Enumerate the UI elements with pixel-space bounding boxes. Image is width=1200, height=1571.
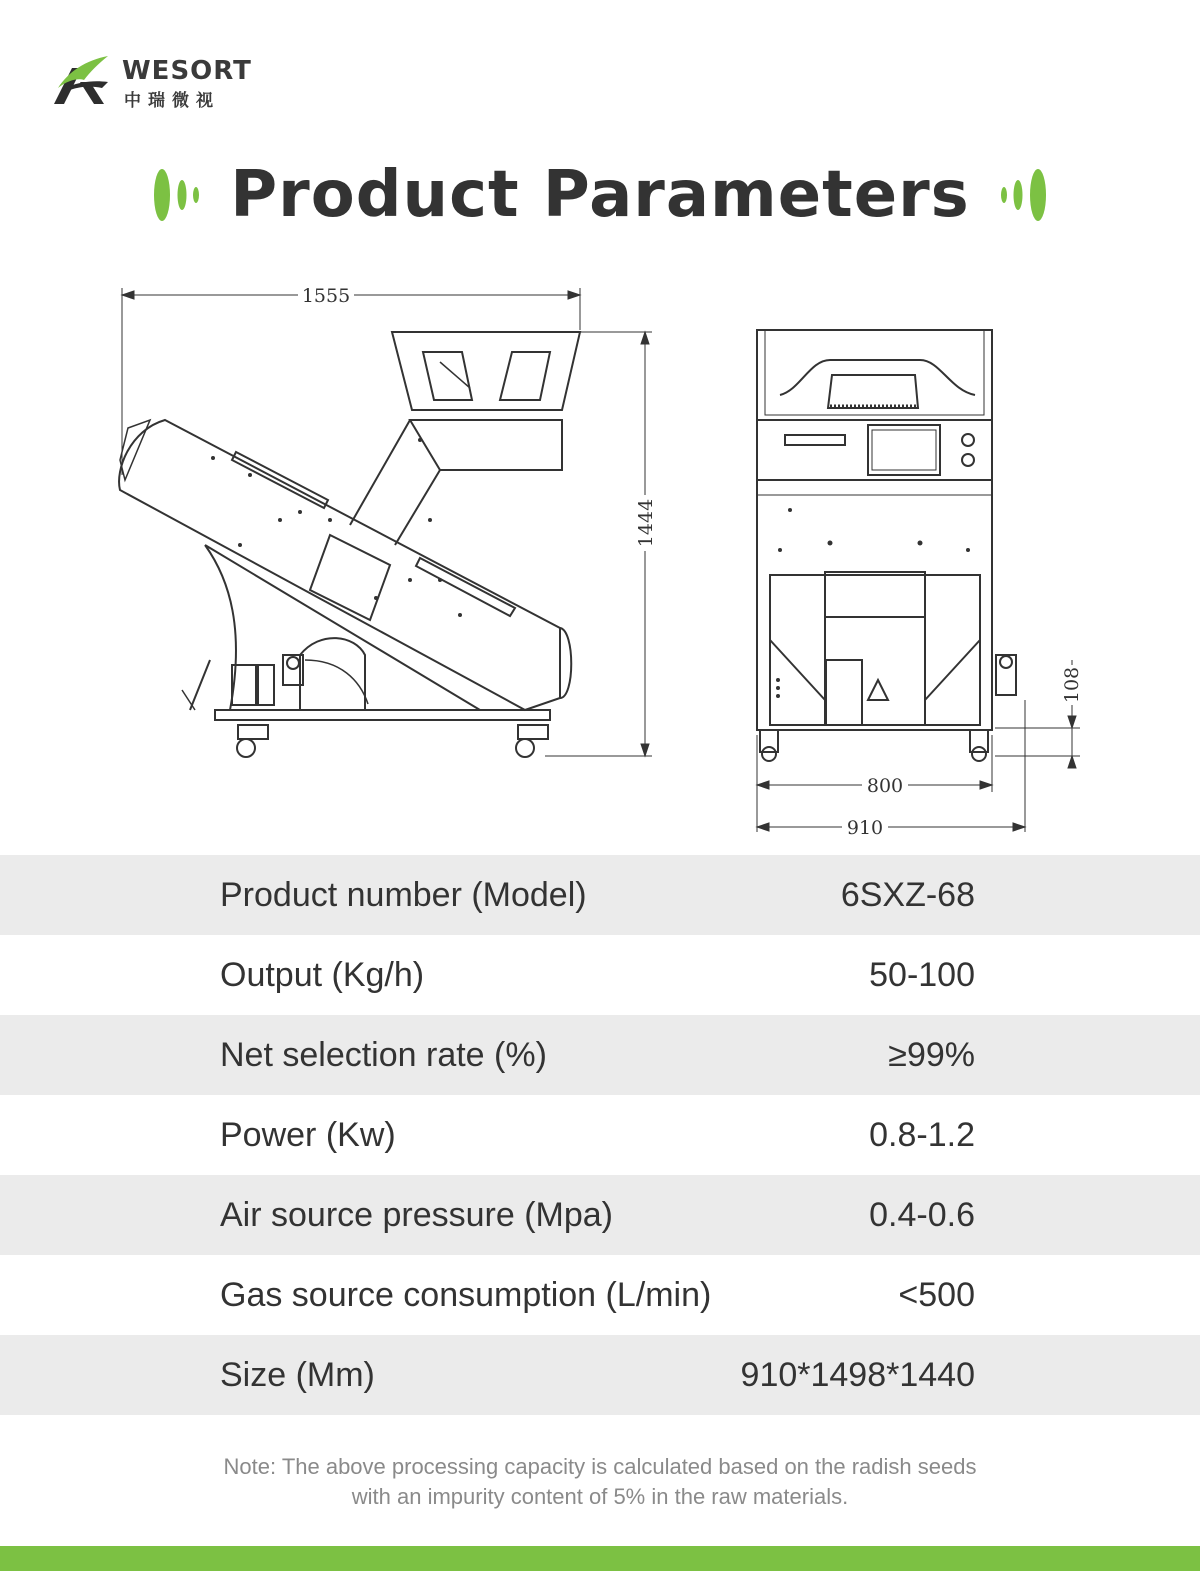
front-view-drawing xyxy=(757,330,1080,832)
spec-row-air-pressure xyxy=(0,1175,1200,1255)
spec-value: 910*1498*1440 xyxy=(740,1356,975,1394)
brand-name: WESORT xyxy=(122,56,252,86)
spec-value: 0.8-1.2 xyxy=(869,1116,975,1154)
spec-value: 50-100 xyxy=(869,956,975,994)
front-inner-width-dimension-label: 800 xyxy=(866,775,904,797)
footer-accent-bar xyxy=(0,1546,1200,1571)
spec-label: Net selection rate (%) xyxy=(220,1036,547,1074)
spec-row-gas-consumption xyxy=(0,1255,1200,1335)
spec-value: 6SXZ-68 xyxy=(840,876,975,914)
spec-value: ≥99% xyxy=(888,1036,975,1074)
capacity-note xyxy=(0,1452,1200,1512)
spec-label: Gas source consumption (L/min) xyxy=(220,1276,712,1314)
page-title-section xyxy=(0,158,1200,238)
spec-row-selection-rate xyxy=(0,1015,1200,1095)
spec-label: Output (Kg/h) xyxy=(220,956,425,994)
brand-logo xyxy=(50,52,270,111)
note-line-1: Note: The above processing capacity is calculated based on the radish seeds xyxy=(223,1454,977,1479)
spec-label: Product number (Model) xyxy=(220,876,587,914)
spec-table xyxy=(0,855,1200,1415)
side-width-dimension-label: 1555 xyxy=(301,285,351,307)
brand-name-cn: 中瑞微视 xyxy=(124,91,220,111)
spec-row-output xyxy=(0,935,1200,1015)
front-outer-width-dimension-label: 910 xyxy=(846,817,884,839)
technical-drawings xyxy=(0,280,1200,840)
side-view-drawing xyxy=(119,288,652,757)
side-height-dimension-label: 1444 xyxy=(635,498,657,548)
spec-value: 0.4-0.6 xyxy=(869,1196,975,1234)
spec-label: Size (Mm) xyxy=(220,1356,375,1394)
title-right-decoration-icon xyxy=(994,165,1050,225)
page-title: Product Parameters xyxy=(230,158,970,232)
spec-row-size xyxy=(0,1335,1200,1415)
spec-row-model xyxy=(0,855,1200,935)
spec-row-power xyxy=(0,1095,1200,1175)
note-line-2: with an impurity content of 5% in the raw materials. xyxy=(351,1484,849,1509)
wesort-logo-icon xyxy=(50,52,114,108)
spec-label: Air source pressure (Mpa) xyxy=(220,1196,614,1234)
front-clearance-dimension-label: 108 xyxy=(1061,666,1083,704)
spec-value: <500 xyxy=(898,1276,975,1314)
spec-label: Power (Kw) xyxy=(220,1116,396,1154)
title-left-decoration-icon xyxy=(150,165,206,225)
